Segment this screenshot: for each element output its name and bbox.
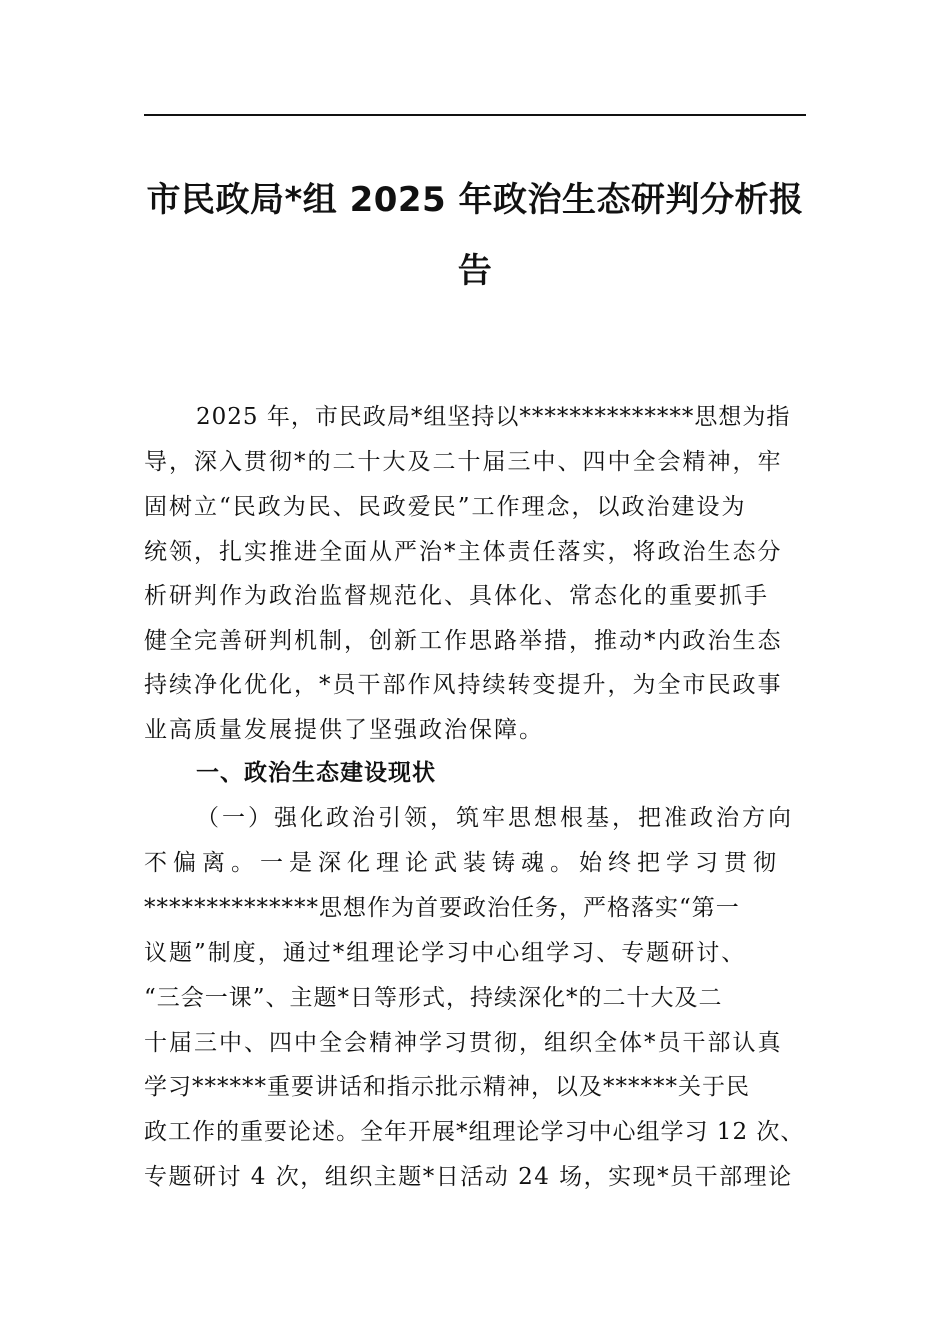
intro-line-8: 业高质量发展提供了坚强政治保障。 xyxy=(144,717,544,743)
intro-line-6: 健全完善研判机制，创新工作思路举措，推动*内政治生态 xyxy=(144,628,783,654)
intro-line-1: 2025 年，市民政局*组坚持以**************思想为指 xyxy=(196,404,791,430)
intro-line-5: 析研判作为政治监督规范化、具体化、常态化的重要抓手 xyxy=(144,583,769,609)
intro-line-7: 持续净化优化，*员干部作风持续转变提升，为全市民政事 xyxy=(144,672,783,698)
section-1-line-9: 专题研讨 4 次，组织主题*日活动 24 场，实现*员干部理论 xyxy=(144,1164,793,1190)
header-rule xyxy=(144,114,806,116)
document-title-line-2: 告 xyxy=(457,251,493,291)
section-heading-1: 一、政治生态建设现状 xyxy=(196,760,436,786)
intro-line-3: 固树立“民政为民、民政爱民”工作理念，以政治建设为 xyxy=(144,494,747,520)
intro-line-2: 导，深入贯彻*的二十大及二十届三中、四中全会精神，牢 xyxy=(144,449,783,475)
section-1-line-6: 十届三中、四中全会精神学习贯彻，组织全体*员干部认真 xyxy=(144,1030,783,1056)
document-title-line-1: 市民政局*组 2025 年政治生态研判分析报 xyxy=(146,180,804,220)
section-1-line-4: 议题”制度，通过*组理论学习中心组学习、专题研讨、 xyxy=(144,940,747,966)
intro-line-4: 统领，扎实推进全面从严治*主体责任落实，将政治生态分 xyxy=(144,539,783,565)
section-1-line-7: 学习******重要讲话和指示批示精神，以及******关于民 xyxy=(144,1074,750,1100)
section-1-line-2: 不偏离。一是深化理论武装铸魂。始终把学习贯彻 xyxy=(144,850,782,876)
section-1-line-5: “三会一课”、主题*日等形式，持续深化*的二十大及二 xyxy=(144,985,723,1011)
section-1-line-3: **************思想作为首要政治任务，严格落实“第一 xyxy=(144,895,740,921)
section-1-line-1: （一）强化政治引领，筑牢思想根基，把准政治方向 xyxy=(196,805,794,831)
section-1-line-8: 政工作的重要论述。全年开展*组理论学习中心组学习 12 次、 xyxy=(144,1119,805,1145)
